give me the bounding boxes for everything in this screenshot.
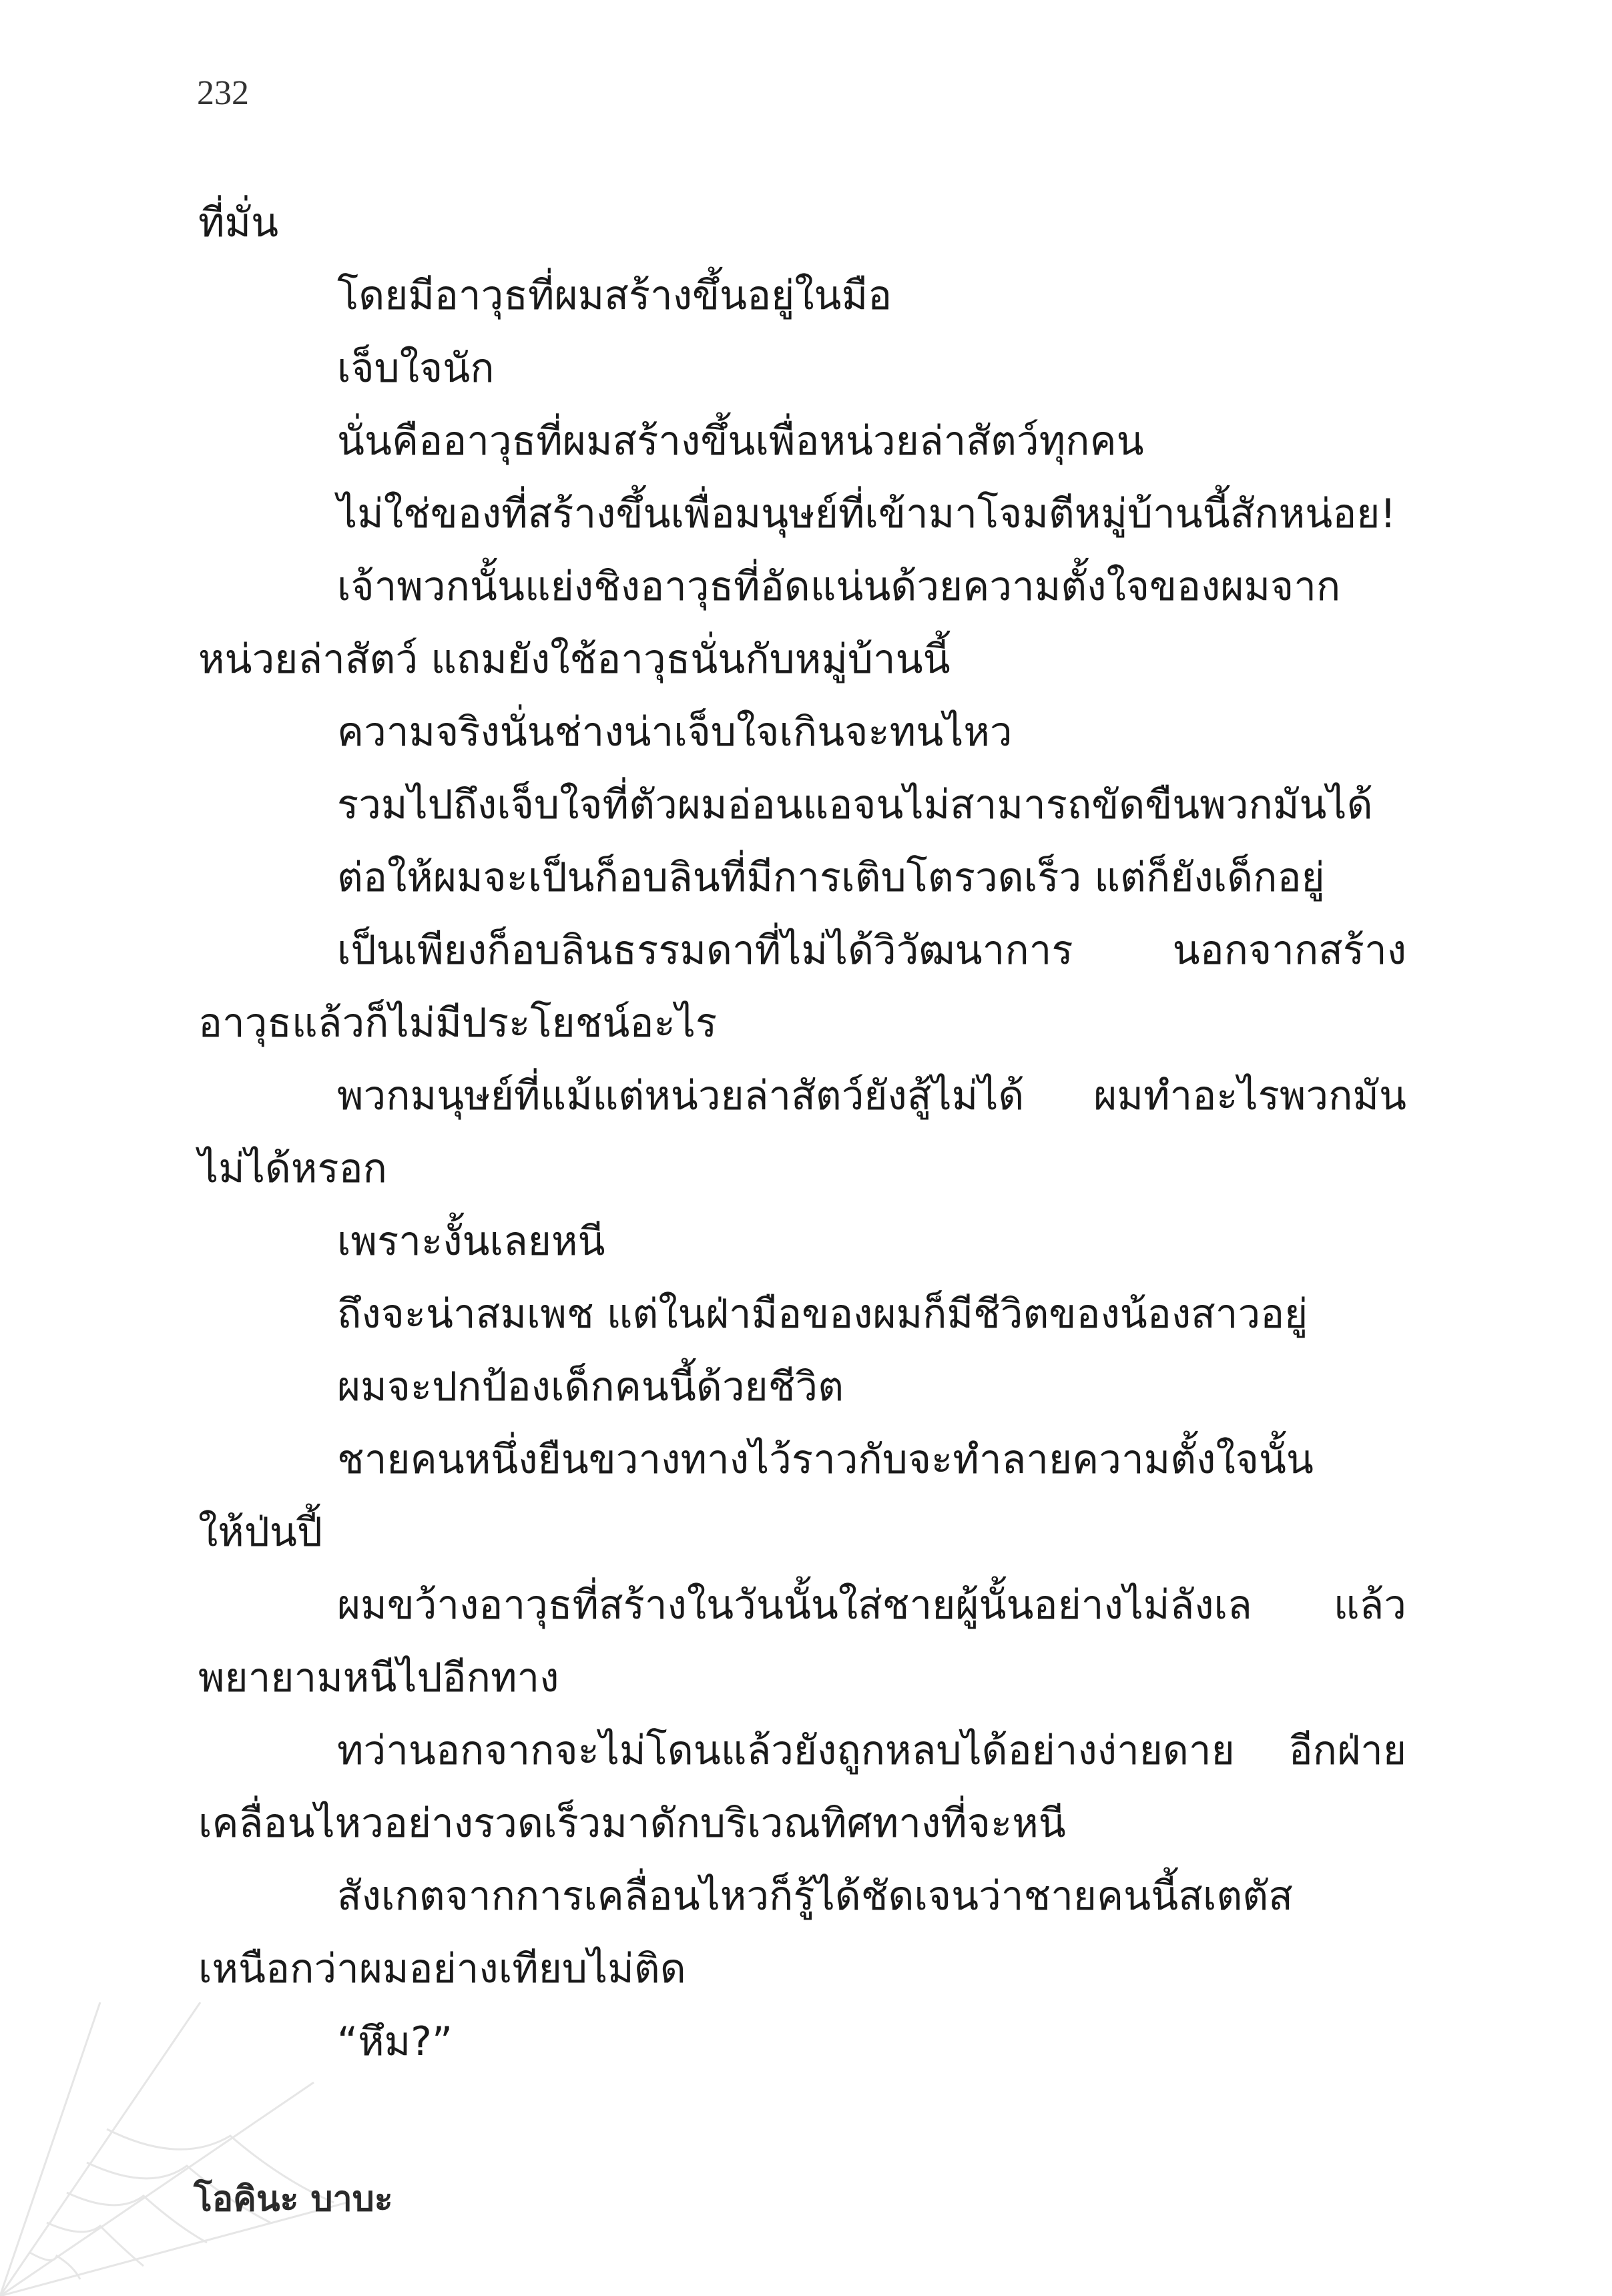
text-line: ความจริงนั่นช่างน่าเจ็บใจเกินจะทนไหว	[337, 709, 1013, 756]
text-line: ไม่ได้หรอก	[198, 1145, 388, 1192]
text-line: เป็นเพียงก็อบลินธรรมดาที่ไม่ได้วิวัฒนาการ นอกจากสร้าง	[337, 927, 1406, 974]
text-line: ชายคนหนึ่งยืนขวางทางไว้ราวกับจะทำลายความตั้งใจนั้น	[337, 1436, 1314, 1483]
text-line: พยายามหนีไปอีกทาง	[198, 1655, 559, 1701]
text-line: “หึม?”	[337, 2018, 453, 2065]
text-line: พวกมนุษย์ที่แม้แต่หน่วยล่าสัตว์ยังสู้ไม่ได้ ผมทำอะไรพวกมัน	[337, 1073, 1406, 1119]
text-line: นั่นคืออาวุธที่ผมสร้างขึ้นเพื่อหน่วยล่าสัตว์ทุกคน	[337, 418, 1144, 465]
text-line: เหนือกว่าผมอย่างเทียบไม่ติด	[198, 1946, 686, 1992]
footer-author: โอคินะ บาบะ	[194, 2179, 393, 2219]
text-line: ผมจะปกป้องเด็กคนนี้ด้วยชีวิต	[337, 1364, 844, 1410]
page-number: 232	[197, 74, 249, 112]
text-line: เจ้าพวกนั้นแย่งชิงอาวุธที่อัดแน่นด้วยความตั้งใจของผมจาก	[337, 563, 1341, 610]
text-line: เพราะงั้นเลยหนี	[337, 1218, 605, 1265]
text-line: ถึงจะน่าสมเพช แต่ในฝ่ามือของผมก็มีชีวิตของน้องสาวอยู่	[337, 1291, 1308, 1338]
text-line: ไม่ใช่ของที่สร้างขึ้นเพื่อมนุษย์ที่เข้ามาโจมตีหมู่บ้านนี้สักหน่อย!	[337, 491, 1396, 537]
text-line: ผมขว้างอาวุธที่สร้างในวันนั้นใส่ชายผู้นั้นอย่างไม่ลังเล แล้ว	[337, 1582, 1406, 1629]
text-line: หน่วยล่าสัตว์ แถมยังใช้อาวุธนั่นกับหมู่บ้านนี้	[198, 636, 951, 683]
text-line: อาวุธแล้วก็ไม่มีประโยชน์อะไร	[198, 1000, 718, 1047]
body-text	[198, 187, 1406, 2078]
text-line: เคลื่อนไหวอย่างรวดเร็วมาดักบริเวณทิศทางที่จะหนี	[198, 1800, 1066, 1847]
text-line: โดยมีอาวุธที่ผมสร้างขึ้นอยู่ในมือ	[337, 272, 892, 319]
text-line: ที่มั่น	[198, 200, 279, 246]
text-line: ให้ป่นปี้	[198, 1509, 323, 1556]
text-line: เจ็บใจนัก	[337, 345, 495, 392]
text-line: ทว่านอกจากจะไม่โดนแล้วยังถูกหลบได้อย่างง่ายดาย อีกฝ่าย	[337, 1727, 1406, 1774]
text-line: ต่อให้ผมจะเป็นก็อบลินที่มีการเติบโตรวดเร็ว แต่ก็ยังเด็กอยู่	[337, 854, 1325, 901]
text-line: สังเกตจากการเคลื่อนไหวก็รู้ได้ชัดเจนว่าชายคนนี้สเตตัส	[337, 1873, 1293, 1920]
spider-web-icon	[0, 2002, 347, 2296]
text-line: รวมไปถึงเจ็บใจที่ตัวผมอ่อนแอจนไม่สามารถขัดขืนพวกมันได้	[337, 782, 1373, 828]
